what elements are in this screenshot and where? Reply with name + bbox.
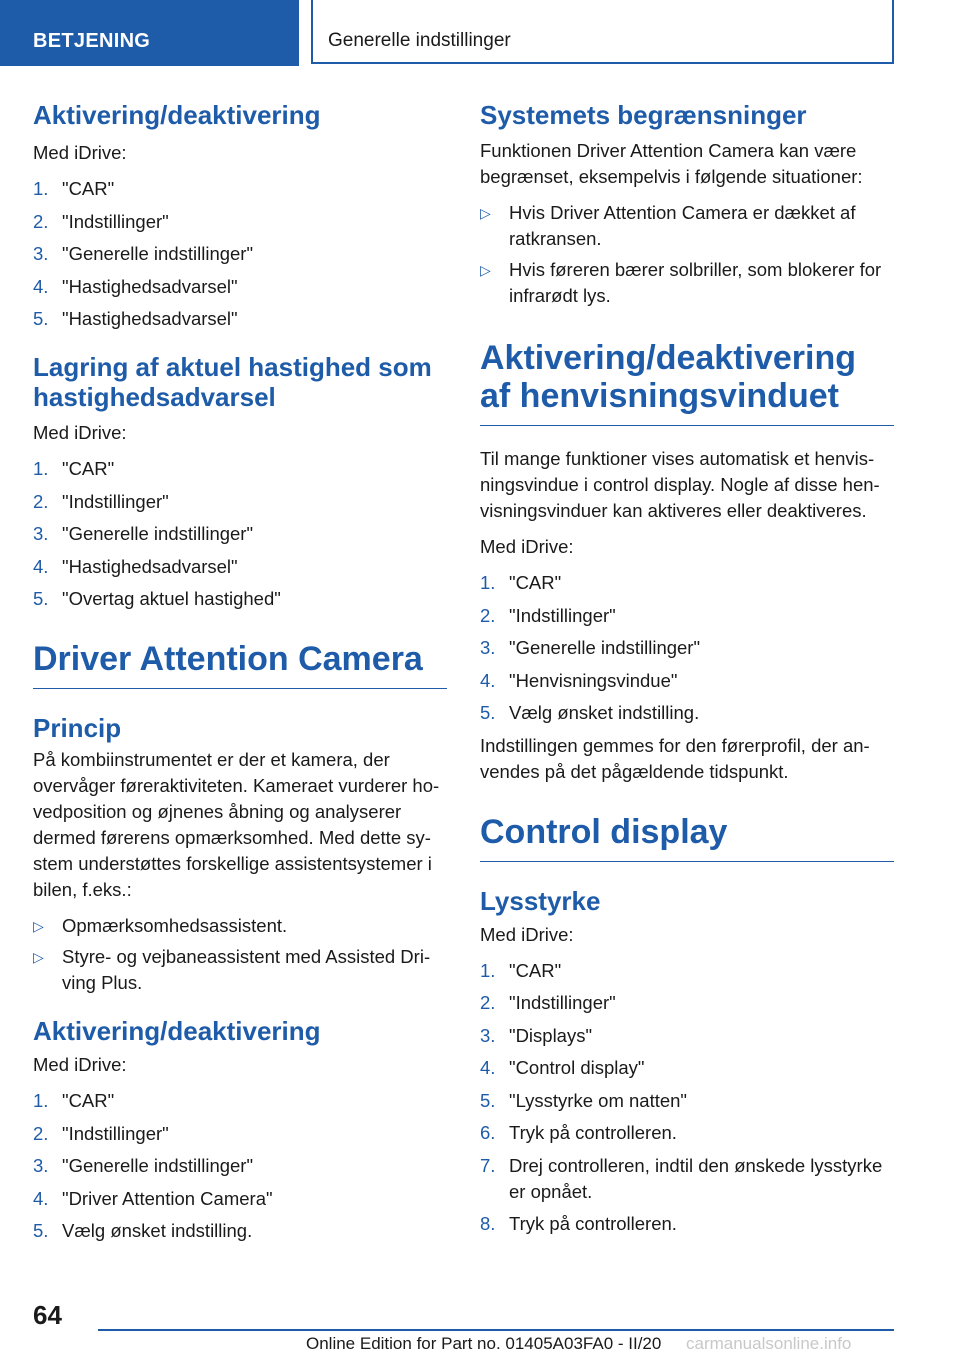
list-item: 2. "Indstillinger": [33, 490, 169, 512]
steps-list-4: [480, 570, 894, 726]
steps-list-5: [480, 958, 894, 1238]
watermark: carmanualsonline.info: [686, 1334, 852, 1353]
list-item: 4. "Henvisningsvindue": [480, 669, 678, 691]
steps-list-1: [33, 176, 447, 332]
triangle-bullet-icon: ▷: [480, 205, 491, 221]
principle-text: På kombiinstrumentet er der et kamera, der overvåger føreraktiviteten. Kameraet vurderer hovedposition og øjnenes åbning og analyserer dermed førerens opmærksomhed. Med dette system understøttes forskellige assistentsystemer i bilen, f.eks.:: [33, 749, 440, 900]
heading-control-display: Control display: [480, 813, 894, 862]
chapter-tab: [311, 0, 894, 64]
right-column: [480, 100, 894, 1244]
list-item: 1. "CAR": [480, 959, 562, 981]
list-item: 1. "CAR": [33, 178, 115, 199]
list-item: ▷ Hvis Driver Attention Camera er dækket af ratkransen.: [480, 202, 856, 249]
heading-hint-window: Aktivering/deaktivering af henvisningsvinduet: [480, 339, 894, 426]
intro-idrive: Med iDrive:: [33, 422, 127, 443]
intro-idrive: Med iDrive:: [480, 923, 574, 945]
heading-activation-2: Aktivering/deaktivering: [33, 1016, 321, 1046]
list-item: ▷ Styre- og vejbaneassistent med Assisted Driving Plus.: [33, 946, 431, 993]
list-item: 8. Tryk på controlleren.: [480, 1213, 677, 1234]
list-item: 3. "Generelle indstillinger": [480, 637, 701, 658]
list-item: 6. Tryk på controlleren.: [480, 1122, 677, 1143]
hint-window-text: Til mange funktioner vises automatisk et henvisningsvindue i control display. Nogle af disse henvisningsvinduer kan aktiveres eller deaktiveres.: [480, 448, 880, 521]
list-item: 4. "Control display": [480, 1057, 645, 1078]
list-item: 5. Vælg ønsket indstilling.: [480, 702, 700, 723]
principle-bullets: [33, 913, 447, 996]
heading-activation-1: Aktivering/deaktivering: [33, 100, 321, 130]
triangle-bullet-icon: ▷: [480, 262, 491, 278]
chapter-title: Generelle indstillinger: [328, 30, 511, 51]
steps-list-3: [33, 1088, 447, 1244]
heading-principle: Princip: [33, 713, 122, 743]
list-item: 4. "Hastighedsadvarsel": [33, 275, 238, 297]
list-item: ▷ Hvis føreren bærer solbriller, som blokerer for infrarødt lys.: [480, 259, 882, 306]
list-item: 3. "Generelle indstillinger": [33, 243, 254, 264]
section-tab: [0, 0, 299, 66]
section-title: BETJENING: [33, 30, 151, 52]
list-item: 5. "Hastighedsadvarsel": [33, 308, 238, 329]
list-item: 2. "Indstillinger": [33, 210, 169, 232]
heading-system-limits: Systemets begrænsninger: [480, 100, 807, 130]
left-column: [33, 100, 447, 1251]
intro-idrive: Med iDrive:: [480, 536, 574, 557]
list-item: 1. "CAR": [33, 458, 115, 479]
list-item: 7. Drej controlleren, indtil den ønskede lysstyrke er opnået.: [480, 1154, 883, 1202]
heading-brightness: Lysstyrke: [480, 885, 601, 916]
list-item: 4. "Hastighedsadvarsel": [33, 555, 238, 577]
page-header: [0, 0, 960, 66]
heading-driver-attention-camera: Driver Attention Camera: [33, 640, 447, 689]
limits-text: Funktionen Driver Attention Camera kan være begrænset, eksempelvis i følgende situationer:: [480, 140, 863, 187]
list-item: 2. "Indstillinger": [480, 604, 616, 626]
list-item: 1. "CAR": [480, 572, 562, 593]
list-item: 5. Vælg ønsket indstilling.: [33, 1220, 253, 1241]
list-item: 3. "Generelle indstillinger": [33, 523, 254, 544]
list-item: 5. "Overtag aktuel hastighed": [33, 588, 281, 609]
list-item: ▷ Opmærksomhedsassistent.: [33, 913, 447, 939]
footer-divider: [98, 1329, 894, 1331]
intro-idrive: Med iDrive:: [33, 142, 127, 163]
edition-text: Online Edition for Part no. 01405A03FA0 - II/20: [306, 1334, 662, 1353]
list-item: 2. "Indstillinger": [480, 992, 616, 1013]
limits-bullets: [480, 200, 894, 309]
intro-idrive: Med iDrive:: [33, 1054, 127, 1075]
list-item: 5. "Lysstyrke om natten": [480, 1089, 687, 1111]
profile-note: Indstillingen gemmes for den førerprofil, der anvendes på det pågældende tidspunkt.: [480, 734, 870, 782]
heading-store-speed: Lagring af aktuel hastighed som hastighedsadvarsel: [33, 352, 432, 412]
list-item: 3. "Displays": [480, 1024, 593, 1046]
list-item: 4. "Driver Attention Camera": [33, 1187, 273, 1209]
triangle-bullet-icon: ▷: [33, 949, 44, 965]
steps-list-2: [33, 456, 447, 612]
list-item: 1. "CAR": [33, 1090, 115, 1111]
page-number: 64: [33, 1300, 62, 1330]
list-item: 3. "Generelle indstillinger": [33, 1155, 254, 1176]
list-item: 2. "Indstillinger": [33, 1122, 169, 1144]
triangle-bullet-icon: ▷: [33, 918, 44, 934]
